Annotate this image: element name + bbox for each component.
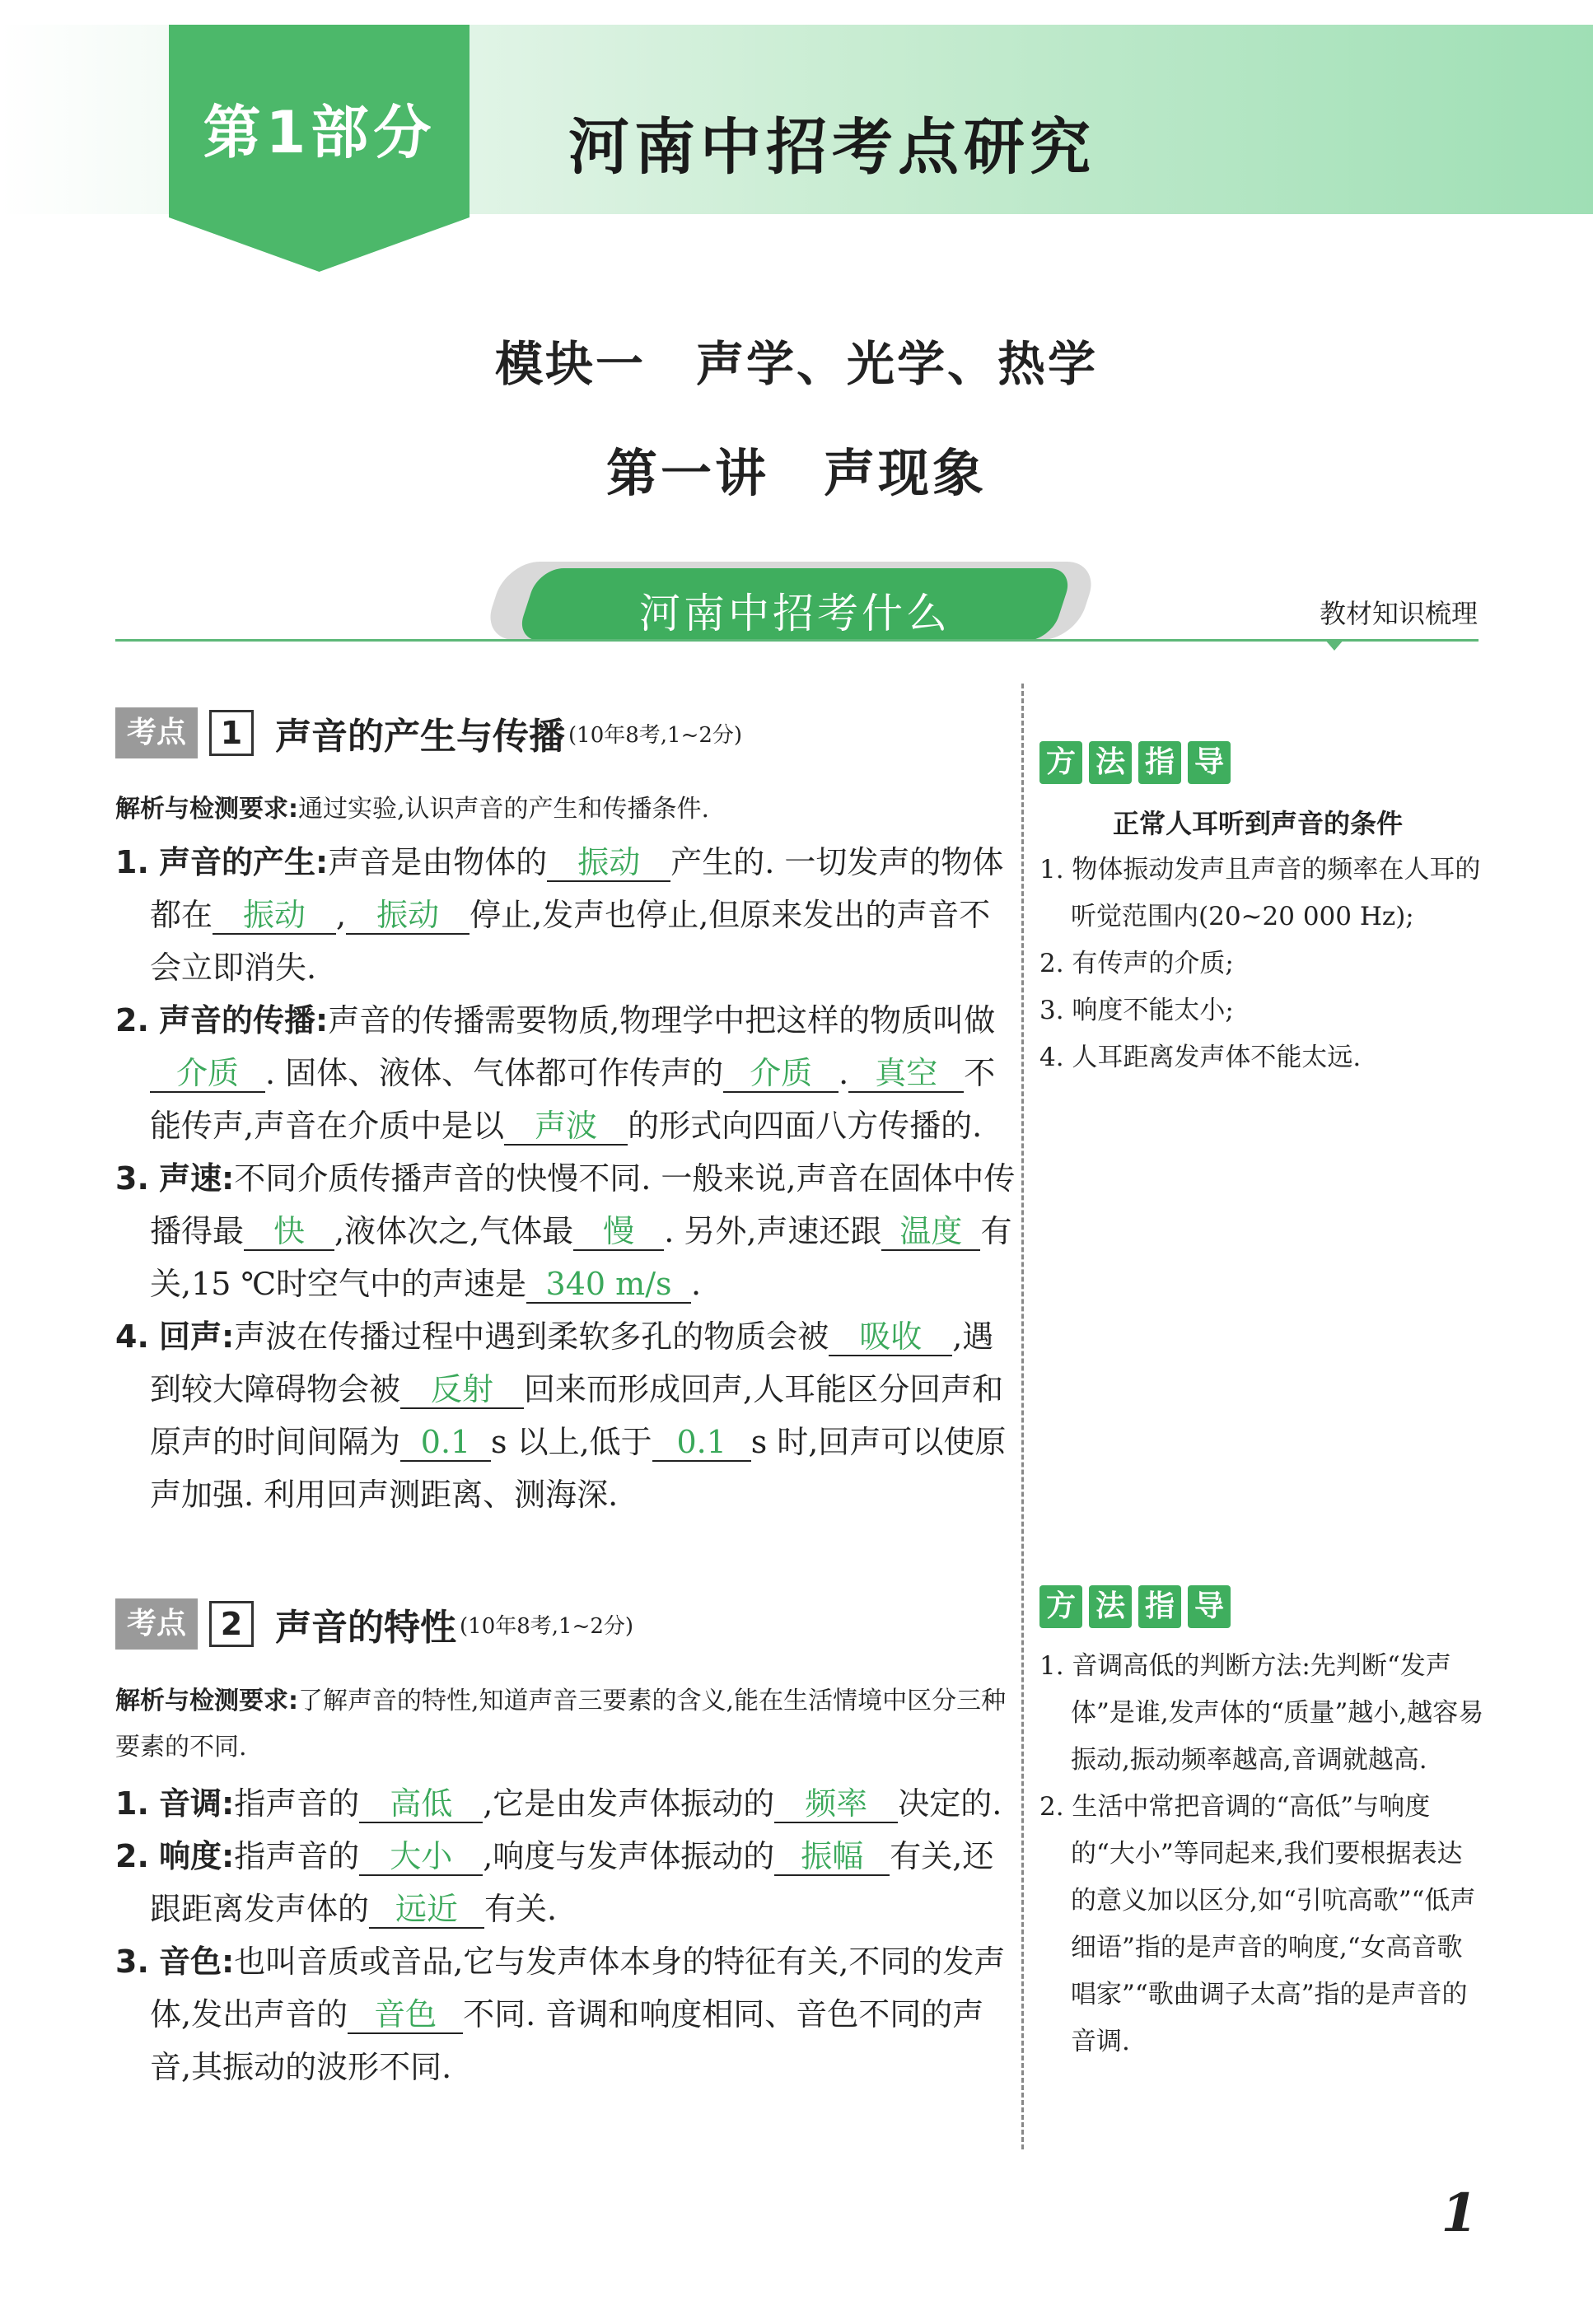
item-text: 不能传声,声音在介质中是以 (150, 1055, 996, 1144)
item-label: 声音的传播: (158, 1002, 329, 1038)
kp1-num: 1 (209, 710, 254, 756)
part-title: 河南中招考点研究 (568, 112, 1095, 183)
answer-blank: 振幅 (774, 1838, 890, 1876)
kp2-body (115, 1777, 1017, 2093)
item-text: 指声音的 (234, 1785, 360, 1822)
side2-char: 方 (1039, 1585, 1082, 1628)
side2-list (1039, 1643, 1484, 2065)
banner-right-label: 教材知识梳理 (1319, 598, 1478, 629)
answer-blank: 频率 (774, 1785, 898, 1823)
item-text: 产生的. 一切发声的物体都在 (150, 844, 1004, 933)
answer-blank: 音色 (348, 1996, 463, 2034)
item-text: 有关,还跟距离发声体的 (150, 1838, 994, 1927)
item-num: 1. (115, 1785, 149, 1822)
side2-char: 指 (1138, 1585, 1181, 1628)
answer-blank: 0.1 (400, 1424, 491, 1462)
item-text: s 时,回声可以使原声加强. 利用回声测距离、测海深. (150, 1424, 1007, 1513)
item-text: 有关,15 ℃时空气中的声速是 (150, 1213, 1012, 1302)
item-text: 声音是由物体的 (328, 844, 548, 880)
kp2-item-1 (115, 1777, 1017, 1830)
item-text: 不同. 音调和响度相同、音色不同的声音,其振动的波形不同. (150, 1996, 984, 2085)
kp1-title: 声音的产生与传播 (275, 716, 566, 758)
side1-char: 导 (1188, 741, 1231, 784)
item-num: 4. (115, 1318, 149, 1355)
side2-char: 导 (1188, 1585, 1231, 1628)
kp1-tag: 考点 (115, 707, 198, 758)
kp2-requirement (115, 1678, 1009, 1771)
side1-list (1039, 847, 1484, 1081)
item-text: 有关. (484, 1891, 558, 1927)
item-text: . (691, 1266, 702, 1302)
answer-blank: 反射 (400, 1371, 524, 1409)
answer-blank: 340 m/s (526, 1266, 691, 1304)
part-label: 第1部分 (203, 99, 437, 166)
answer-blank: 振动 (346, 897, 469, 935)
banner-title: 河南中招考什么 (639, 590, 951, 637)
item-label: 声音的产生: (158, 844, 329, 880)
section-divider (115, 639, 1479, 642)
answer-blank: 慢 (573, 1213, 664, 1251)
item-text: . 固体、液体、气体都可作传声的 (265, 1055, 724, 1091)
item-label: 音调: (158, 1785, 235, 1822)
answer-blank: 高低 (359, 1785, 483, 1823)
item-text: 声音的传播需要物质,物理学中把这样的物质叫做 (328, 1002, 996, 1038)
kp1-body (115, 836, 1017, 1521)
item-text: 回来而形成回声,人耳能区分回声和原声的时间间隔为 (150, 1371, 1004, 1460)
side1-item: 3. 响度不能太小; (1039, 996, 1234, 1025)
answer-blank: 快 (244, 1213, 334, 1251)
item-text: ,它是由发声体振动的 (483, 1785, 775, 1822)
answer-blank: 0.1 (652, 1424, 751, 1462)
kp1-note: (10年8考,1~2分) (568, 722, 743, 748)
kp2-note: (10年8考,1~2分) (460, 1613, 634, 1639)
item-text: 声波在传播过程中遇到柔软多孔的物质会被 (234, 1318, 829, 1355)
item-text: 决定的. (898, 1785, 1002, 1822)
kp1-item-1 (115, 836, 1017, 994)
answer-blank: 大小 (359, 1838, 483, 1876)
item-text: s 以上,低于 (491, 1424, 652, 1460)
kp1-item-3 (115, 1152, 1017, 1310)
answer-blank: 振动 (547, 844, 670, 882)
item-num: 2. (115, 1002, 149, 1038)
side1-char: 法 (1089, 741, 1132, 784)
divider-tick (1324, 639, 1344, 651)
answer-blank: 真空 (848, 1055, 964, 1093)
kp2-req-label: 解析与检测要求: (115, 1687, 298, 1715)
item-num: 2. (115, 1838, 149, 1874)
column-divider (1021, 684, 1024, 2149)
kp1-req-label: 解析与检测要求: (115, 795, 298, 824)
side2-item: 2. 生活中常把音调的“高低”与响度的“大小”等同起来,我们要根据表达的意义加以区分,如“引吭高歌”“低声细语”指的是声音的响度,“女高音歌唱家”“歌曲调子太高”指的是声音的音调. (1039, 1792, 1476, 2056)
kp2-item-3 (115, 1935, 1017, 2093)
item-num: 3. (115, 1160, 149, 1197)
item-text: 不同介质传播声音的快慢不同. 一般来说,声音在固体中传播得最 (150, 1160, 1016, 1249)
answer-blank: 振动 (213, 897, 336, 935)
answer-blank: 远近 (369, 1891, 484, 1929)
side2-item: 1. 音调高低的判断方法:先判断“发声体”是谁,发声体的“质量”越小,越容易振动,振动频率越高,音调就越高. (1039, 1651, 1484, 1775)
page-number: 1 (1441, 2182, 1478, 2244)
item-num: 1. (115, 844, 149, 880)
answer-blank: 温度 (881, 1213, 980, 1251)
side1-item: 1. 物体振动发声且声音的频率在人耳的听觉范围内(20~20 000 Hz); (1039, 855, 1481, 931)
item-text: ,液体次之,气体最 (334, 1213, 574, 1249)
item-label: 回声: (158, 1318, 235, 1355)
kp1-requirement (115, 786, 1009, 833)
kp2-tag: 考点 (115, 1598, 198, 1650)
kp1-item-2 (115, 994, 1017, 1152)
item-text: . (839, 1055, 849, 1091)
item-text: 的形式向四面八方传播的. (628, 1108, 983, 1144)
item-text: 停止,发声也停止,但原来发出的声音不会立即消失. (150, 897, 991, 986)
side1-item: 2. 有传声的介质; (1039, 949, 1234, 978)
kp1-req-text: 通过实验,认识声音的产生和传播条件. (298, 795, 710, 824)
kp1-heading (115, 707, 742, 759)
item-label: 音色: (158, 1944, 235, 1980)
kp2-item-2 (115, 1830, 1017, 1935)
item-num: 3. (115, 1944, 149, 1980)
item-text: , (336, 897, 347, 933)
side1-item: 4. 人耳距离发声体不能太远. (1039, 1043, 1362, 1072)
item-text: ,遇到较大障碍物会被 (150, 1318, 994, 1407)
answer-blank: 介质 (150, 1055, 265, 1093)
lecture-title: 第一讲 声现象 (605, 443, 987, 503)
side2-heading (1039, 1585, 1237, 1628)
item-label: 响度: (158, 1838, 235, 1874)
item-text: 也叫音质或音品,它与发声体本身的特征有关,不同的发声体,发出声音的 (150, 1944, 1006, 2032)
item-text: . 另外,声速还跟 (664, 1213, 882, 1249)
item-text: ,响度与发声体振动的 (483, 1838, 775, 1874)
kp1-item-4 (115, 1310, 1017, 1521)
kp2-heading (115, 1598, 633, 1650)
kp2-title: 声音的特性 (275, 1607, 457, 1649)
kp2-num: 2 (209, 1601, 254, 1647)
side1-subtitle: 正常人耳听到声音的条件 (1112, 808, 1403, 839)
module-title: 模块一 声学、光学、热学 (494, 336, 1098, 392)
side1-heading (1039, 741, 1237, 784)
side1-char: 指 (1138, 741, 1181, 784)
item-text: 指声音的 (234, 1838, 360, 1874)
item-label: 声速: (158, 1160, 235, 1197)
kp2-req-text: 了解声音的特性,知道声音三要素的含义,能在生活情境中区分三种要素的不同. (115, 1687, 1007, 1762)
answer-blank: 介质 (723, 1055, 839, 1093)
answer-blank: 声波 (504, 1108, 628, 1146)
side1-char: 方 (1039, 741, 1082, 784)
side2-char: 法 (1089, 1585, 1132, 1628)
answer-blank: 吸收 (829, 1318, 952, 1356)
